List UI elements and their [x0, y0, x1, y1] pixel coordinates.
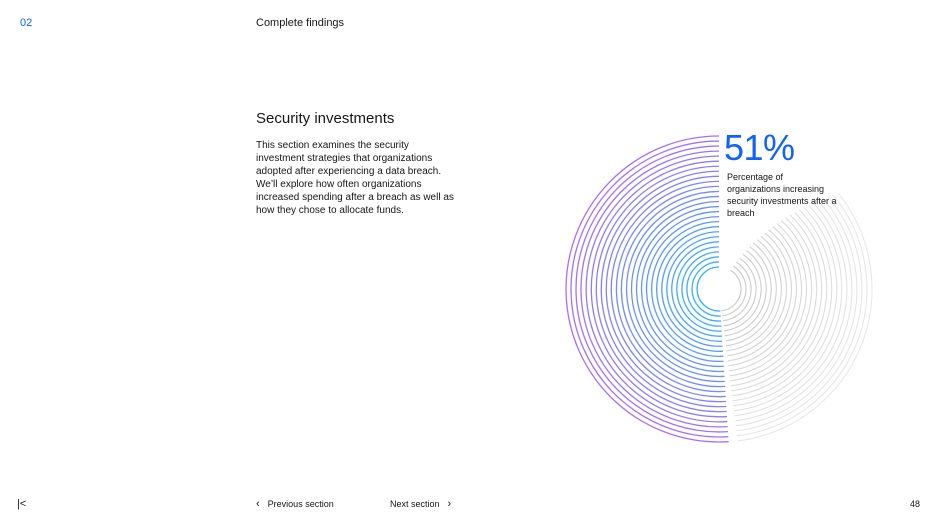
remainder-ring-arc [725, 247, 771, 341]
page-heading: Security investments [256, 110, 395, 127]
remainder-ring-arc [730, 221, 811, 381]
chevron-right-icon: › [447, 497, 452, 510]
body-paragraph: This section examines the security investment strategies that organizations adopted after experiencing a data breach. We’ll explore how often organizations increased spending after a breach as well as how they chose to allocate funds. [256, 140, 454, 216]
highlight-ring-arc [692, 262, 721, 316]
stat-value: 51% [724, 127, 795, 168]
highlight-ring-arc [677, 247, 722, 331]
remainder-ring-arc [722, 270, 741, 311]
remainder-ring-arc [723, 262, 751, 321]
previous-section-label: Previous section [267, 499, 334, 509]
stat-caption: Percentage of organizations increasing security investments after a breach [727, 172, 837, 218]
highlight-ring-arc [647, 217, 724, 362]
next-section-link[interactable] [390, 499, 451, 509]
highlight-ring-arc [601, 171, 726, 406]
chevron-left-icon: ‹ [256, 497, 260, 510]
next-section-label: Next section [390, 499, 440, 509]
highlight-ring-arc [571, 141, 728, 437]
rings-remainder-segment [722, 194, 872, 441]
remainder-ring-arc [731, 218, 817, 386]
highlight-ring-arc [697, 267, 720, 311]
previous-section-link[interactable] [256, 499, 334, 509]
highlight-ring-arc [682, 252, 721, 326]
page-number: 48 [909, 499, 920, 509]
highlight-ring-arc [637, 207, 725, 372]
rings-highlight-segment [566, 136, 729, 442]
section-title: Complete findings [256, 17, 345, 29]
remainder-ring-arc [732, 215, 822, 391]
highlight-ring-arc [642, 212, 724, 367]
first-page-icon[interactable]: |< [17, 498, 27, 510]
remainder-ring-arc [734, 205, 842, 411]
section-number: 02 [20, 17, 33, 29]
